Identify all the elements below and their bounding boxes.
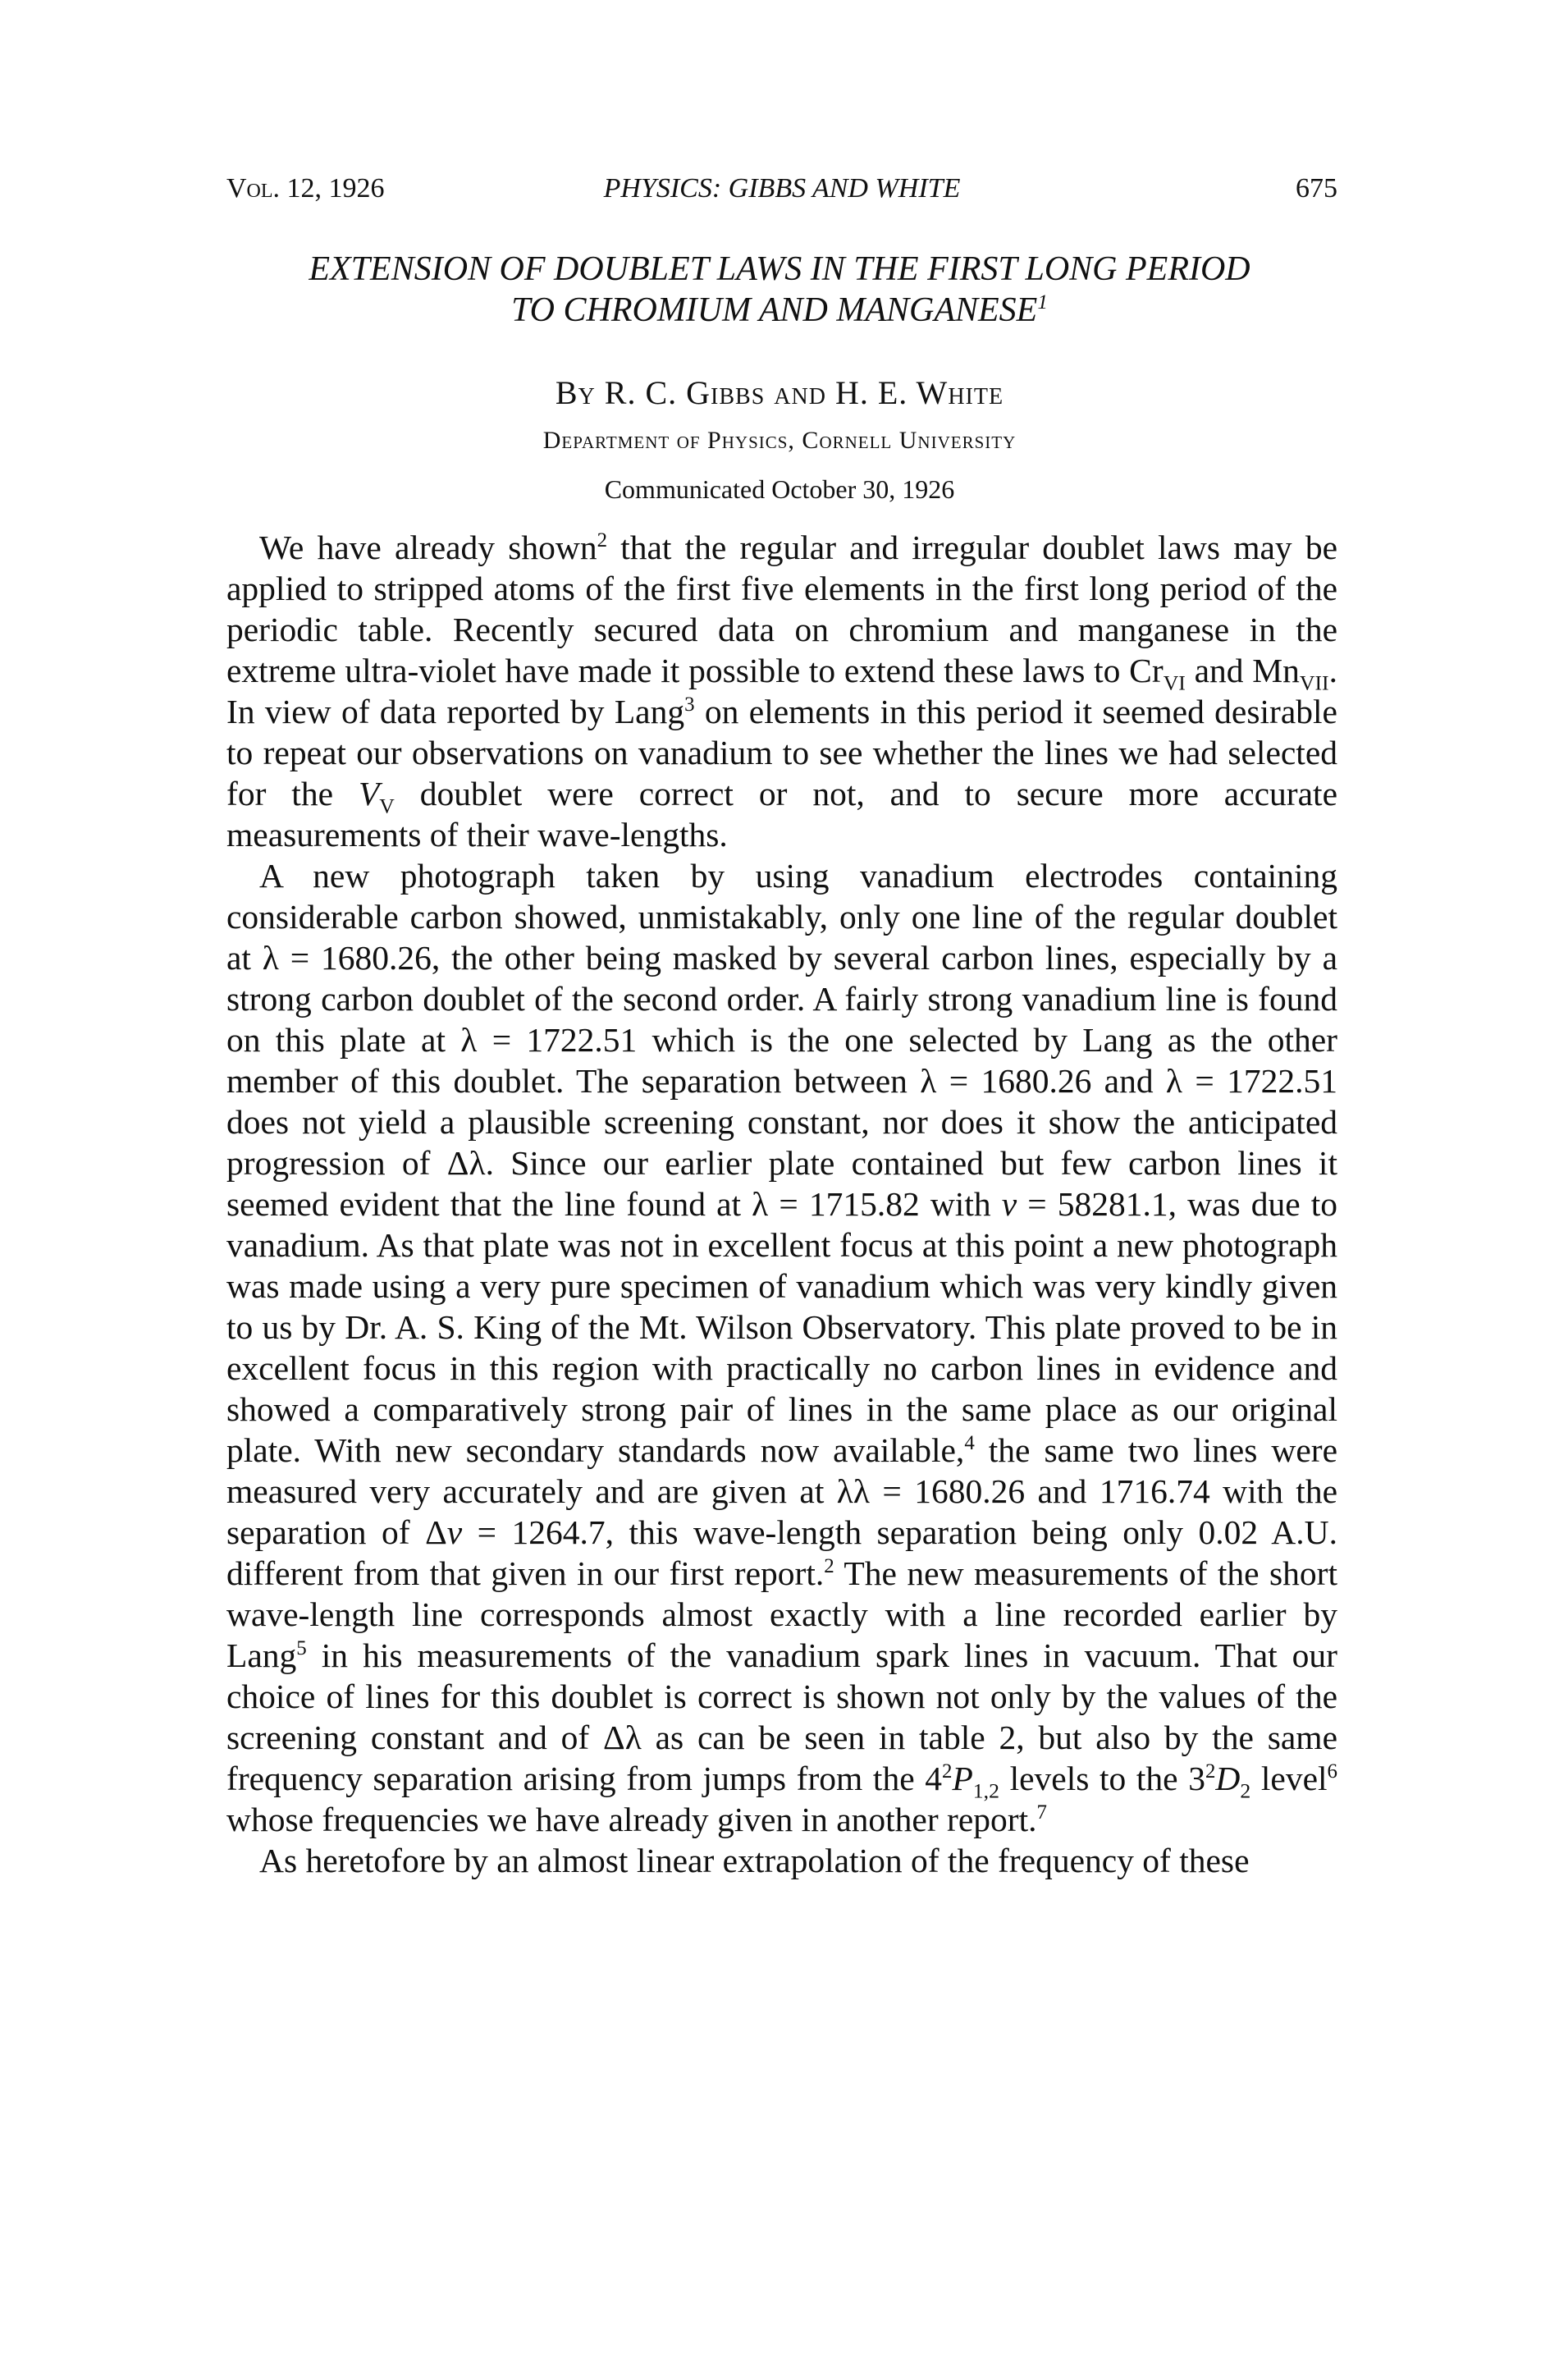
footnote-ref[interactable]: 2 (597, 529, 608, 552)
superscript: 2 (941, 1760, 953, 1783)
text-run: on elements in this period it seemed desirable to repeat our observations on vanadium to see whether the lines we had selected for the (226, 693, 1337, 812)
text-run: A new photograph taken by using vanadium electrodes containing considerable carbon showed, unmistakably, only one line of the regular doublet at λ = 1680.26, the other being masked by several carbon lines, especially by a strong carbon doublet of the second order. A fairly strong vanadium line is found on this plate at λ = 1722.51 which is the one selected by Lang as the other member of this doublet. The separation between λ = 1680.26 and λ = 1722.51 does not yield a plausible screening constant, nor does it show the anticipated progression of Δλ. Since our earlier plate contained but few carbon lines it seemed evident that the line found at λ = 1715.82 with (226, 857, 1337, 1223)
text-run: the same two lines were measured very accurately and are given at λλ = 1680.26 and 1716.74 with the separation of Δ (226, 1431, 1337, 1551)
text-run: that the regular and irregular doublet laws may be applied to stripped atoms of the first five elements in the first long period of the periodic table. Recently secured data on chromium and manganese in the extreme ultra-violet have made it possible to extend these laws to Cr (226, 529, 1337, 689)
text-run: whose frequencies we have already given in another report. (226, 1801, 1037, 1838)
running-title: PHYSICS: GIBBS AND WHITE (603, 173, 961, 204)
footnote-ref[interactable]: 6 (1327, 1760, 1337, 1783)
title-line-2-text: TO CHROMIUM AND MANGANESE (511, 291, 1038, 329)
subscript: 2 (1240, 1778, 1251, 1803)
footnote-ref[interactable]: 2 (824, 1555, 834, 1578)
footnote-ref[interactable]: 3 (684, 693, 695, 716)
text-run: The new measurements of the short wave-length line corresponds almost exactly with a line recorded earlier by Lang (226, 1554, 1337, 1674)
title-line-1: EXTENSION OF DOUBLET LAWS IN THE FIRST LONG PERIOD (309, 250, 1250, 288)
paragraph-1 (226, 527, 1337, 855)
communicated-date: Communicated October 30, 1926 (604, 474, 955, 504)
symbol: P (952, 1760, 973, 1797)
text-run: = 1264.7, this wave-length separation being only 0.02 A.U. different from that given in our first report. (226, 1513, 1338, 1592)
symbol: ν (1001, 1185, 1017, 1223)
symbol: V (358, 775, 380, 812)
text-run: We have already shown (259, 529, 597, 566)
subscript: 1,2 (972, 1778, 999, 1803)
superscript: 2 (1205, 1760, 1216, 1783)
text-run: and Mn (1185, 652, 1300, 689)
affiliation: Department of Physics, Cornell University (542, 427, 1017, 454)
article-body (226, 527, 1337, 1881)
subscript: VII (1299, 671, 1329, 695)
text-run: As heretofore by an almost linear extrapolation of the frequency of these (259, 1842, 1250, 1879)
title-line-2 (164, 290, 1395, 331)
symbol: D (1215, 1760, 1241, 1797)
volume-info: Vol. 12, 1926 (226, 173, 385, 204)
subscript: V (379, 794, 395, 818)
article-title (164, 249, 1395, 331)
byline: By R. C. Gibbs and H. E. White (555, 374, 1004, 411)
paragraph-2 (226, 855, 1337, 1840)
text-run: level (1250, 1760, 1328, 1797)
footnote-ref[interactable]: 1 (1037, 291, 1048, 314)
text-run: doublet were correct or not, and to secure more accurate measurements of their wave-lengths. (226, 775, 1337, 854)
page-number: 675 (1296, 173, 1337, 204)
text-run: levels to the 3 (999, 1760, 1205, 1797)
subscript: VI (1163, 671, 1186, 695)
text-run: in his measurements of the vanadium spark lines in vacuum. That our choice of lines for this doublet is correct is shown not only by the values of the screening constant and of Δλ as can be seen in table 2, but also by the same frequency separation arising from jumps from the 4 (226, 1636, 1337, 1797)
symbol: ν (446, 1513, 463, 1551)
footnote-ref[interactable]: 7 (1036, 1801, 1047, 1824)
text-run: = 58281.1, was due to vanadium. As that plate was not in excellent focus at this point a new photograph was made using a very pure specimen of vanadium which was very kindly given to us by Dr. A. S. King of the Mt. Wilson Observatory. This plate proved to be in excellent focus in this region with practically no carbon lines in evidence and showed a comparatively strong pair of lines in the same place as our original plate. With new secondary standards now available, (226, 1185, 1337, 1469)
text-run: . In view of data reported by Lang (226, 652, 1337, 730)
paragraph-3 (226, 1840, 1337, 1881)
footnote-ref[interactable]: 4 (964, 1432, 975, 1455)
footnote-ref[interactable]: 5 (296, 1637, 307, 1660)
